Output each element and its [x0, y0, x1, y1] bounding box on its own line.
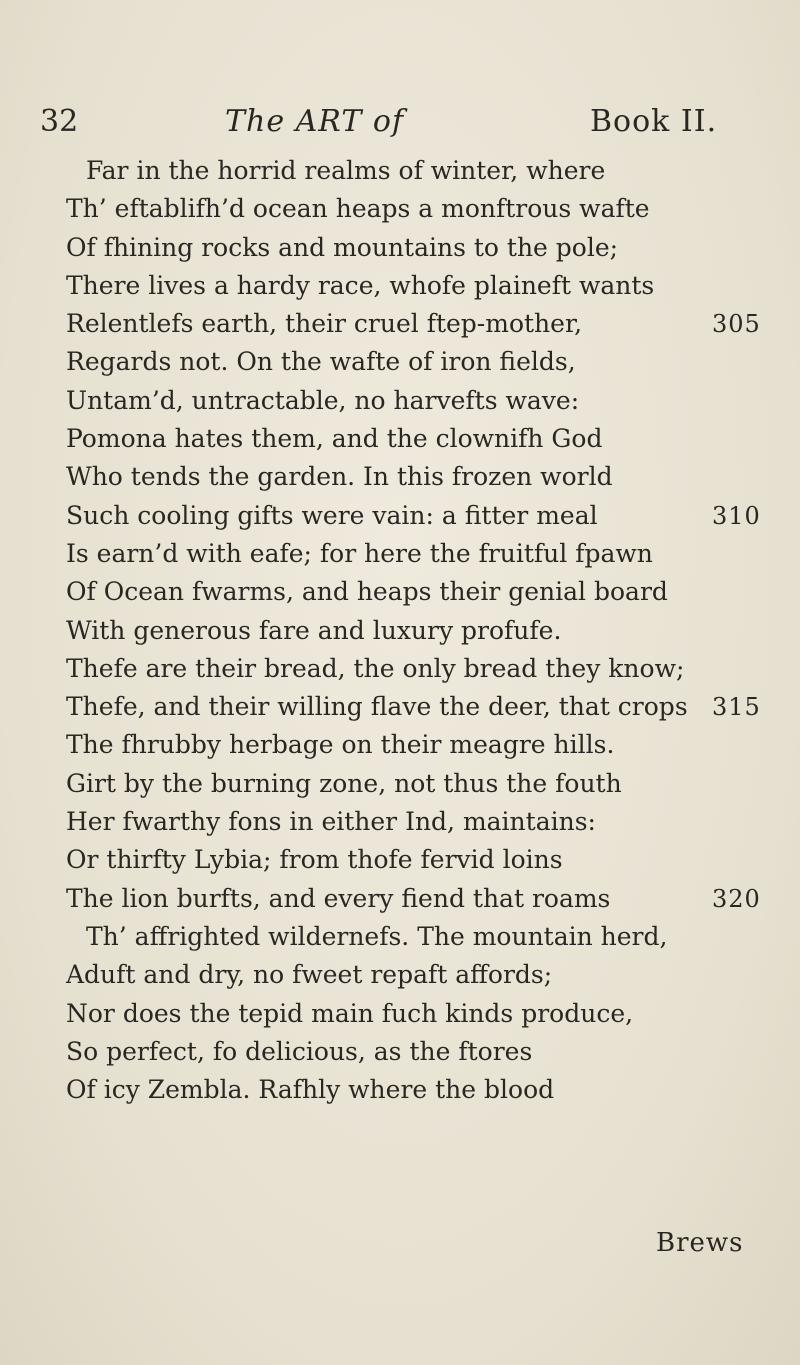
verse-line: [0, 765, 800, 803]
verse-line: [0, 1071, 800, 1109]
verse-line: [0, 918, 800, 956]
running-header: [40, 104, 780, 144]
verse-line: [0, 305, 800, 343]
verse-line: [0, 190, 800, 228]
verse-line: [0, 420, 800, 458]
verse-line: [0, 650, 800, 688]
verse-line: [0, 880, 800, 918]
line-number: 310: [712, 501, 761, 530]
verse-text: So perfect, fo delicious, as the ftores: [66, 1036, 533, 1066]
verse-text: Who tends the garden. In this frozen world: [66, 462, 613, 492]
verse-text: Of Ocean fwarms, and heaps their genial board: [66, 577, 668, 607]
verse-text: Of icy Zembla. Rafhly where the blood: [66, 1075, 555, 1105]
verse-line: [0, 229, 800, 267]
verse-text: Or thirfty Lybia; from thofe fervid loins: [66, 845, 563, 875]
verse-line: [0, 267, 800, 305]
verse-line: [0, 573, 800, 611]
verse-line: [0, 497, 800, 535]
verse-text: Thefe are their bread, the only bread they know;: [66, 653, 685, 683]
verse-text: Her fwarthy fons in either Ind, maintains:: [66, 807, 596, 837]
verse-text: There lives a hardy race, whofe plaineft wants: [66, 270, 655, 300]
verse-text: Th’ eftablifh’d ocean heaps a monftrous wafte: [66, 194, 650, 224]
verse-line: [0, 458, 800, 496]
verse-line: [0, 535, 800, 573]
verse-line: [0, 612, 800, 650]
verse-text: The lion burfts, and every fiend that roams: [66, 883, 611, 913]
poem-text: [0, 152, 800, 1109]
page-number: 32: [40, 104, 79, 139]
verse-line: [0, 382, 800, 420]
line-number: 320: [712, 884, 761, 913]
verse-text: Far in the horrid realms of winter, where: [86, 156, 606, 185]
verse-text: Nor does the tepid main fuch kinds produce,: [66, 998, 634, 1028]
verse-text: Thefe, and their willing flave the deer, that crops: [66, 692, 688, 722]
verse-text: Regards not. On the wafte of iron fields,: [66, 347, 576, 377]
verse-line: [0, 803, 800, 841]
verse-line: [0, 995, 800, 1033]
verse-text: Pomona hates them, and the clownifh God: [66, 424, 603, 454]
verse-line: [0, 152, 800, 190]
line-number: 305: [712, 310, 761, 339]
verse-line: [0, 841, 800, 879]
verse-line: [0, 1033, 800, 1071]
verse-text: Is earn’d with eafe; for here the fruitful fpawn: [66, 538, 653, 568]
verse-text: The fhrubby herbage on their meagre hills.: [66, 730, 615, 760]
running-title: The ART of: [225, 104, 405, 139]
verse-line: [0, 956, 800, 994]
verse-text: Girt by the burning zone, not thus the fouth: [66, 768, 622, 798]
book-label: Book II.: [590, 104, 718, 139]
verse-line: [0, 688, 800, 726]
verse-text: Relentlefs earth, their cruel ftep-mother,: [66, 309, 583, 339]
verse-text: Th’ affrighted wildernefs. The mountain herd,: [86, 921, 668, 951]
line-number: 315: [712, 693, 761, 722]
verse-text: Aduft and dry, no fweet repaft affords;: [66, 960, 553, 990]
verse-text: Untam’d, untractable, no harvefts wave:: [66, 385, 580, 415]
verse-line: [0, 343, 800, 381]
catchword: Brews: [656, 1228, 744, 1258]
verse-text: Such cooling gifts were vain: a fitter meal: [66, 500, 598, 530]
verse-text: With generous fare and luxury profufe.: [66, 615, 562, 645]
verse-line: [0, 726, 800, 764]
verse-text: Of fhining rocks and mountains to the pole;: [66, 232, 619, 262]
